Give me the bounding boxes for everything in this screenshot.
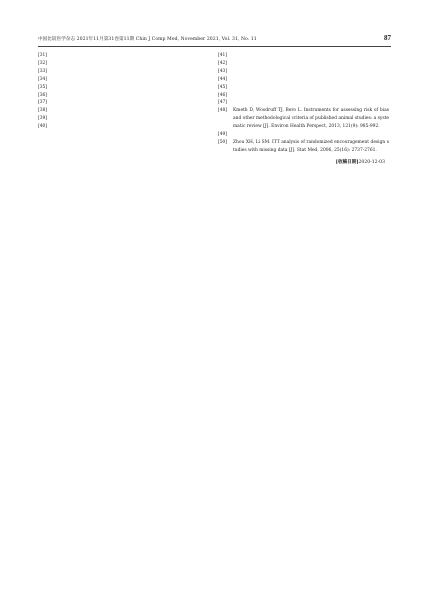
reference-text — [53, 52, 209, 60]
reference-item — [218, 60, 389, 68]
reference-item — [38, 92, 209, 100]
reference-item — [38, 115, 209, 123]
reference-text — [53, 60, 209, 68]
journal-running-title: 中国比较医学杂志 2021年11月第31卷第11期 Chin J Comp Med, November 2021, Vol. 31, No. 11 — [38, 37, 257, 42]
reference-number: [46] — [218, 92, 228, 98]
reference-item — [38, 123, 209, 131]
reference-number: [31] — [38, 53, 48, 58]
reference-text: Kmeth D, Woodruff TJ, Bero L. Instruments for assessing risk of bias and other methodological criteria of published animal studies: a systematic review [J]. Environ Health Perspect, 2013, 121(9): 985-992. — [233, 108, 389, 130]
reference-item — [218, 99, 389, 107]
reference-text — [53, 68, 209, 76]
references-left-column — [38, 52, 209, 131]
reference-number: [36] — [38, 92, 48, 98]
received-date-value: 2020-12-03 — [358, 159, 385, 165]
reference-number: [49] — [218, 132, 228, 138]
running-head — [38, 34, 391, 47]
reference-number: [37] — [38, 100, 48, 106]
reference-text — [233, 84, 389, 92]
reference-item — [218, 107, 389, 131]
reference-text — [233, 60, 389, 68]
reference-number: [42] — [218, 60, 228, 66]
reference-text — [53, 107, 209, 115]
reference-number: [45] — [218, 84, 228, 90]
reference-item — [38, 76, 209, 84]
reference-text — [53, 84, 209, 92]
received-date — [218, 159, 389, 166]
reference-item — [218, 76, 389, 84]
reference-text: Zhou XH, Li SM. ITT analysis of randomized encouragement design studies with missing data [J]. Stat Med, 2006, 25(16): 2737-2761. — [233, 139, 389, 153]
page-number: 87 — [384, 34, 391, 42]
reference-text — [53, 76, 209, 84]
reference-text — [233, 52, 389, 60]
reference-item — [38, 99, 209, 107]
reference-number: [44] — [218, 76, 228, 82]
reference-text — [53, 92, 209, 100]
reference-text — [233, 99, 389, 107]
reference-number: [48] — [218, 108, 228, 114]
reference-number: [43] — [218, 68, 228, 74]
reference-item — [38, 52, 209, 60]
reference-item — [218, 84, 389, 92]
reference-item — [218, 52, 389, 60]
reference-number: [47] — [218, 100, 228, 106]
reference-number: [39] — [38, 116, 48, 122]
reference-number: [38] — [38, 108, 48, 114]
reference-text — [233, 76, 389, 84]
reference-number: [34] — [38, 76, 48, 82]
reference-text — [233, 68, 389, 76]
reference-text — [233, 131, 389, 139]
reference-text — [233, 92, 389, 100]
reference-item — [38, 84, 209, 92]
references-right-column — [218, 52, 389, 166]
reference-item — [218, 139, 389, 155]
reference-number: [32] — [38, 60, 48, 66]
reference-item — [218, 131, 389, 139]
reference-item — [218, 68, 389, 76]
reference-text — [53, 99, 209, 107]
reference-number: [40] — [38, 124, 48, 130]
reference-text — [53, 115, 209, 123]
reference-number: [50] — [218, 139, 228, 145]
reference-item — [38, 60, 209, 68]
reference-number: [33] — [38, 68, 48, 74]
received-date-label: [收稿日期] — [335, 159, 359, 165]
reference-number: [35] — [38, 84, 48, 90]
reference-item — [38, 107, 209, 115]
reference-number: [41] — [218, 53, 228, 58]
reference-text — [53, 123, 209, 131]
reference-item — [218, 92, 389, 100]
reference-item — [38, 68, 209, 76]
